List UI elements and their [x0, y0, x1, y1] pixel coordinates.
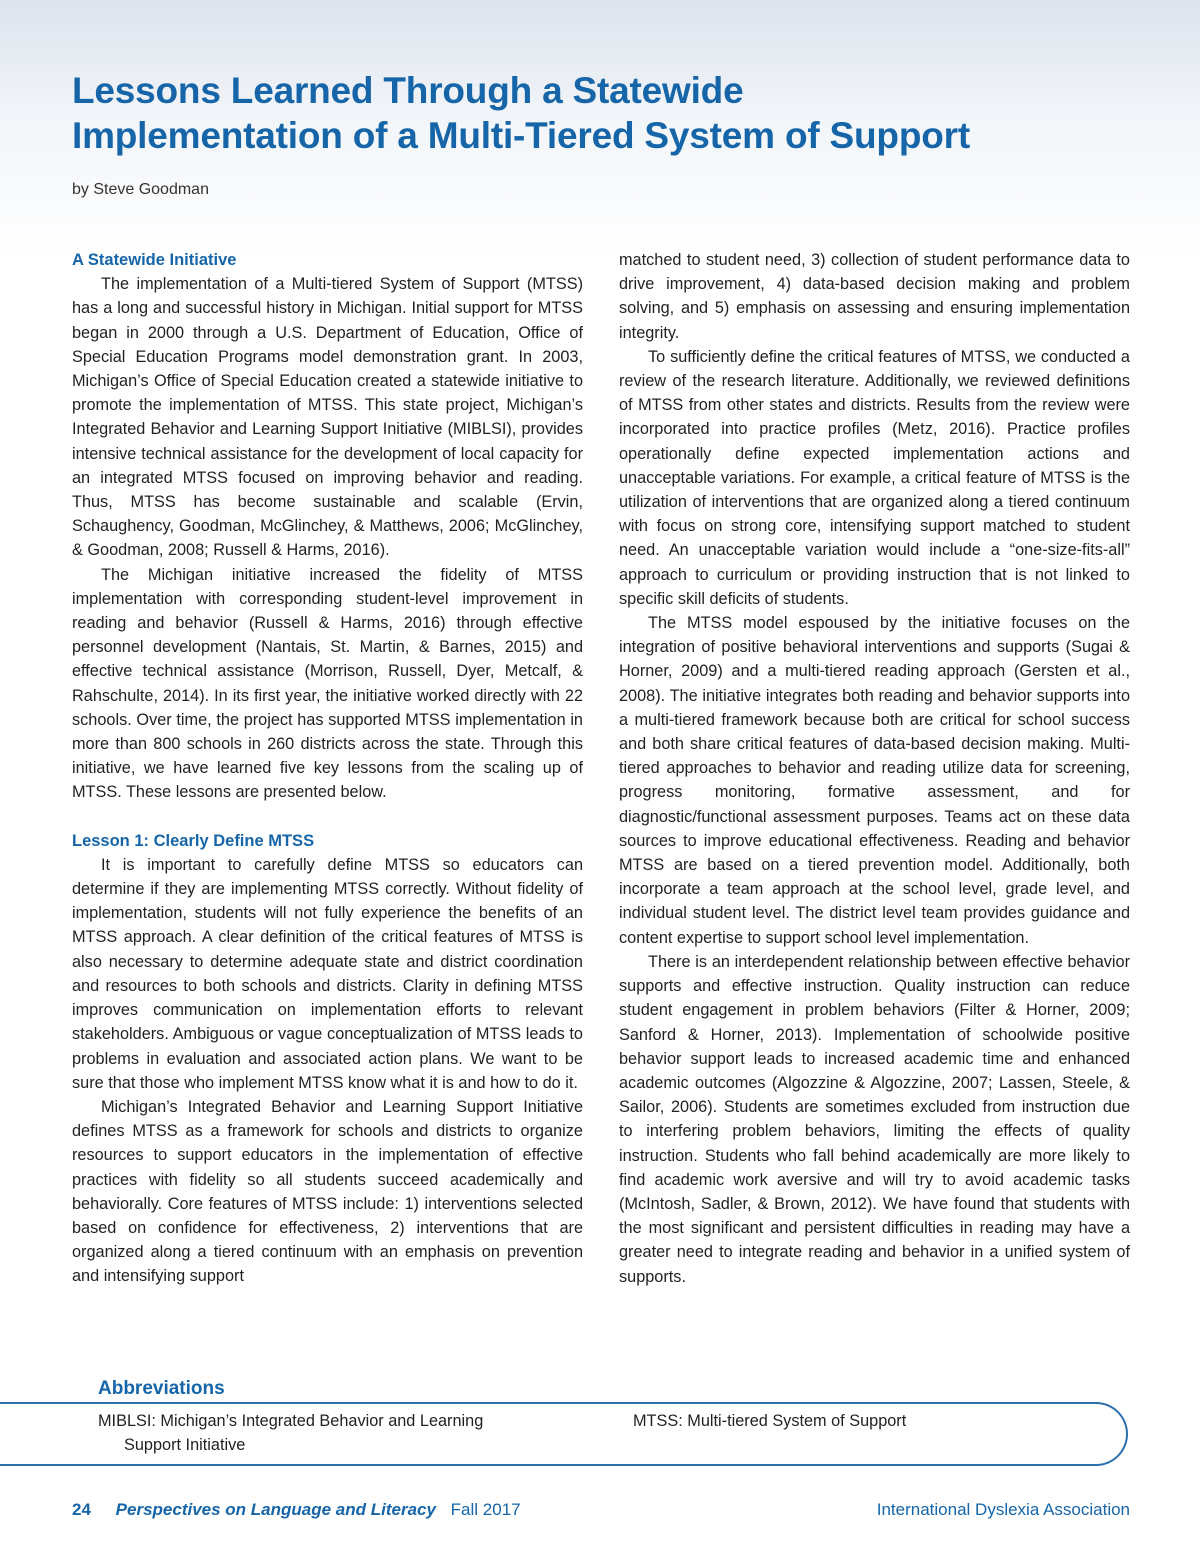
abbreviations-title: Abbreviations — [98, 1378, 225, 1399]
paragraph: To sufficiently define the critical features of MTSS, we conducted a review of the research literature. Additionally, we reviewed definitions of MTSS from other states and districts. Results from the review were incorporated into practice profiles (Metz, 2016). Practice profiles operationally define expected implementation actions and unacceptable variations. For example, a critical feature of MTSS is the utilization of interventions that are organized along a tiered continuum with focus on strong core, intensifying support matched to student need. An unacceptable variation would include a “one-size-fits-all” approach to curriculum or providing instruction that is not linked to specific skill deficits of students. — [619, 347, 1130, 608]
section-heading-statewide-initiative: A Statewide Initiative — [72, 251, 237, 269]
byline: by Steve Goodman — [72, 181, 209, 198]
right-column — [619, 248, 1130, 1289]
abbreviation-mtss: MTSS: Multi-tiered System of Support — [633, 1412, 907, 1430]
paragraph: The implementation of a Multi-tiered System of Support (MTSS) has a long and successful history in Michigan. Initial support for MTSS began in 2000 through a U.S. Department of Education, Office of Special Education Programs model demonstration grant. In 2003, Michigan’s Office of Special Education created a statewide initiative to promote the implementation of MTSS. This state project, Michigan’s Integrated Behavior and Learning Support Initiative (MIBLSI), provides intensive technical assistance for the development of local capacity for an integrated MTSS focused on improving behavior and reading. Thus, MTSS has become sustainable and scalable (Ervin, Schaughency, Goodman, McGlinchey, & Matthews, 2006; McGlinchey, & Goodman, 2008; Russell & Harms, 2016). — [72, 275, 583, 560]
paragraph: Michigan’s Integrated Behavior and Learning Support Initiative defines MTSS as a framework for schools and districts to organize resources to support educators in the implementation of effective practices with fidelity so all students succeed academically and behaviorally. Core features of MTSS include: 1) interventions selected based on confidence for effectiveness, 2) interventions that are organized along a tiered continuum with an emphasis on prevention and intensifying support — [72, 1097, 583, 1286]
paragraph: There is an interdependent relationship between effective behavior supports and effective instruction. Quality instruction can reduce student engagement in problem behaviors (Filter & Horner, 2009; Sanford & Horner, 2013). Implementation of schoolwide positive behavior support leads to increased academic time and enhanced academic outcomes (Algozzine & Algozzine, 2007; Lassen, Steele, & Sailor, 2006). Students are sometimes excluded from instruction due to interfering problem behaviors, limiting the effects of quality instruction. Students who fall behind academically are more likely to find academic work aversive and will try to avoid academic tasks (McIntosh, Sadler, & Brown, 2012). We have found that students with the most significant and persistent difficulties in reading may have a greater need to integrate reading and behavior in a unified system of supports. — [619, 952, 1130, 1286]
journal-name: Perspectives on Language and Literacy — [115, 1500, 436, 1519]
title-line-2: Implementation of a Multi-Tiered System of Support — [72, 115, 970, 156]
abbreviation-miblsi-line2: Support Initiative — [124, 1436, 246, 1454]
paragraph: The Michigan initiative increased the fidelity of MTSS implementation with corresponding student-level improvement in reading and behavior (Russell & Harms, 2016) through effective personnel development (Nantais, St. Martin, & Barnes, 2015) and effective technical assistance (Morrison, Russell, Dyer, Metcalf, & Rahschulte, 2014). In its first year, the initiative worked directly with 22 schools. Over time, the project has supported MTSS implementation in more than 800 schools in 260 districts across the state. Through this initiative, we have learned five key lessons from the scaling up of MTSS. These lessons are presented below. — [72, 565, 583, 802]
article-title — [72, 68, 1152, 158]
page-number: 24 — [72, 1500, 91, 1519]
paragraph: It is important to carefully define MTSS so educators can determine if they are implementing MTSS correctly. Without fidelity of implementation, students will not fully experience the benefits of an MTSS approach. A clear definition of the critical features of MTSS is also necessary to determine adequate state and district coordination and resources to both schools and districts. Clarity in defining MTSS improves communication on implementation efforts to relevant stakeholders. Ambiguous or vague conceptualization of MTSS leads to problems in evaluation and associated action plans. We want to be sure that those who implement MTSS know what it is and how to do it. — [72, 855, 583, 1092]
organization-name: International Dyslexia Association — [876, 1500, 1130, 1519]
section-heading-lesson-1: Lesson 1: Clearly Define MTSS — [72, 831, 315, 850]
abbreviation-miblsi-line1: MIBLSI: Michigan’s Integrated Behavior and Learning — [98, 1412, 484, 1430]
page-footer — [72, 1500, 1130, 1526]
paragraph: The MTSS model espoused by the initiative focuses on the integration of positive behavioral interventions and supports (Sugai & Horner, 2009) and a multi-tiered reading approach (Gersten et al., 2008). The initiative integrates both reading and behavior supports into a multi-tiered framework because both are critical for school success and both share critical features of data-based decision making. Multi-tiered approaches to behavior and reading utilize data for screening, progress monitoring, formative assessment, and for diagnostic/functional assessment purposes. Teams act on these data sources to improve educational effectiveness. Reading and behavior MTSS are based on a tiered prevention model. Additionally, both incorporate a team approach at the school level, grade level, and individual student level. The district level team provides guidance and content expertise to support school level implementation. — [619, 614, 1130, 947]
abbreviation-miblsi — [98, 1409, 568, 1457]
section-gap — [72, 805, 583, 829]
title-line-1: Lessons Learned Through a Statewide — [72, 70, 744, 111]
left-column — [72, 248, 583, 1289]
journal-issue: Fall 2017 — [450, 1500, 521, 1519]
paragraph-continued: matched to student need, 3) collection of student performance data to drive improvement, 4) data-based decision making and problem solving, and 5) emphasis on assessing and ensuring implementation integrity. — [619, 251, 1130, 342]
